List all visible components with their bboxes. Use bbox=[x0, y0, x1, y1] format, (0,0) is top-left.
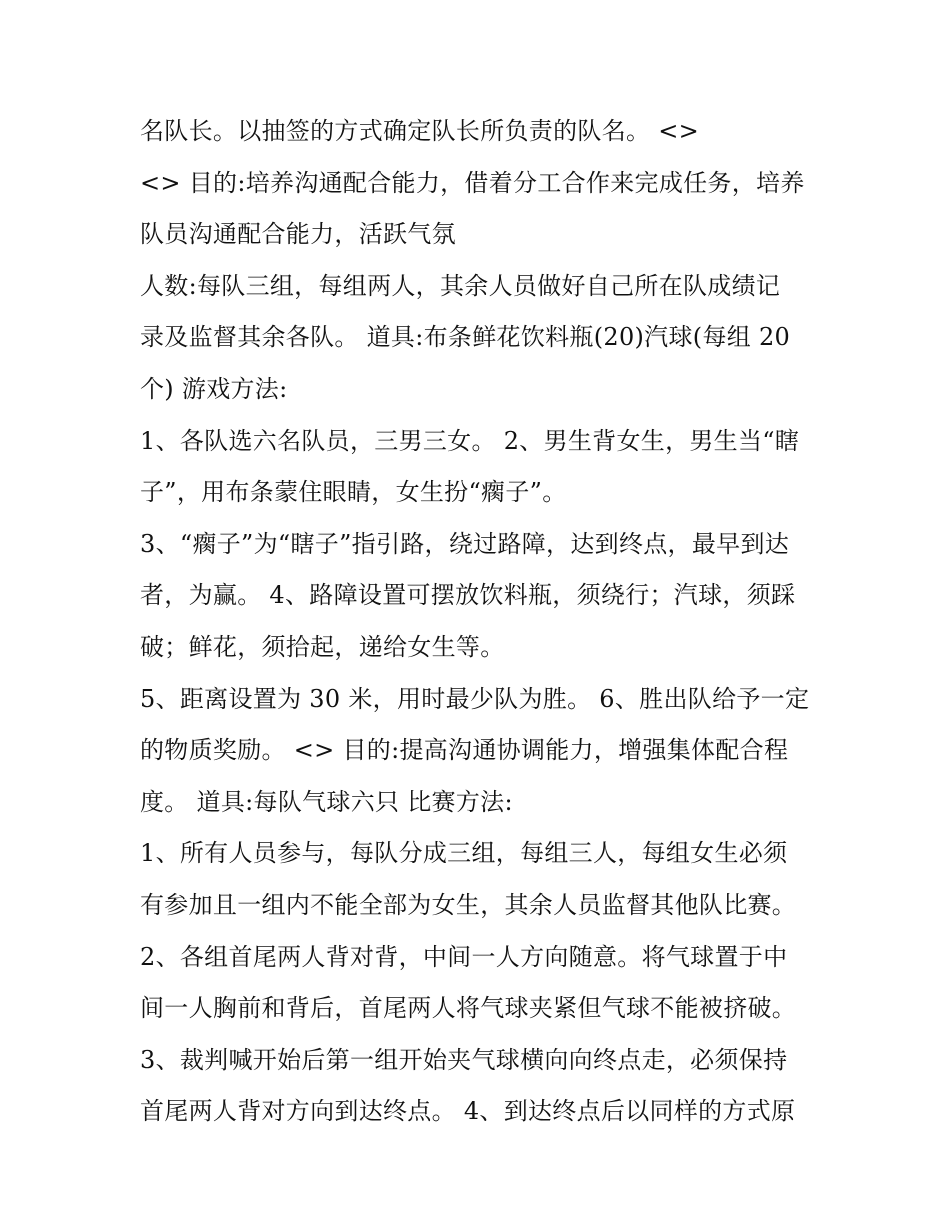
text-line: 队员沟通配合能力，活跃气氛 bbox=[140, 220, 456, 249]
text-line: 个) 游戏方法: bbox=[140, 374, 288, 403]
text-line: 3、裁判喊开始后第一组开始夹气球横向向终点走，必须保持 bbox=[140, 1045, 788, 1074]
text-line: 录及监督其余各队。 道具:布条鲜花饮料瓶(20)汽球(每组 20 bbox=[140, 323, 791, 352]
text-line: <> 目的:培养沟通配合能力，借着分工合作来完成任务，培养 bbox=[140, 168, 805, 197]
text-line: 3、“瘸子”为“瞎子”指引路，绕过路障，达到终点，最早到达 bbox=[140, 529, 790, 558]
text-line: 1、各队选六名队员，三男三女。 2、男生背女生，男生当“瞎 bbox=[140, 426, 800, 455]
body-text bbox=[140, 106, 820, 1138]
text-line: 破；鲜花，须拾起，递给女生等。 bbox=[140, 632, 505, 661]
text-line: 间一人胸前和背后，首尾两人将气球夹紧但气球不能被挤破。 bbox=[140, 994, 797, 1023]
text-line: 人数:每队三组，每组两人，其余人员做好自己所在队成绩记 bbox=[140, 271, 781, 300]
text-line: 5、距离设置为 30 米，用时最少队为胜。 6、胜出队给予一定 bbox=[140, 684, 810, 713]
text-line: 有参加且一组内不能全部为女生，其余人员监督其他队比赛。 bbox=[140, 890, 797, 919]
text-line: 子”，用布条蒙住眼睛，女生扮“瘸子”。 bbox=[140, 478, 567, 507]
text-line: 2、各组首尾两人背对背，中间一人方向随意。将气球置于中 bbox=[140, 942, 788, 971]
text-line: 者，为赢。 4、路障设置可摆放饮料瓶，须绕行；汽球，须踩 bbox=[140, 581, 796, 610]
text-line: 首尾两人背对方向到达终点。 4、到达终点后以同样的方式原 bbox=[140, 1097, 796, 1126]
text-line: 的物质奖励。 <> 目的:提高沟通协调能力，增强集体配合程 bbox=[140, 736, 789, 765]
text-line: 度。 道具:每队气球六只 比赛方法: bbox=[140, 787, 513, 816]
text-line: 名队长。以抽签的方式确定队长所负责的队名。 <> bbox=[140, 117, 700, 145]
text-line: 1、所有人员参与，每队分成三组，每组三人，每组女生必须 bbox=[140, 839, 788, 868]
